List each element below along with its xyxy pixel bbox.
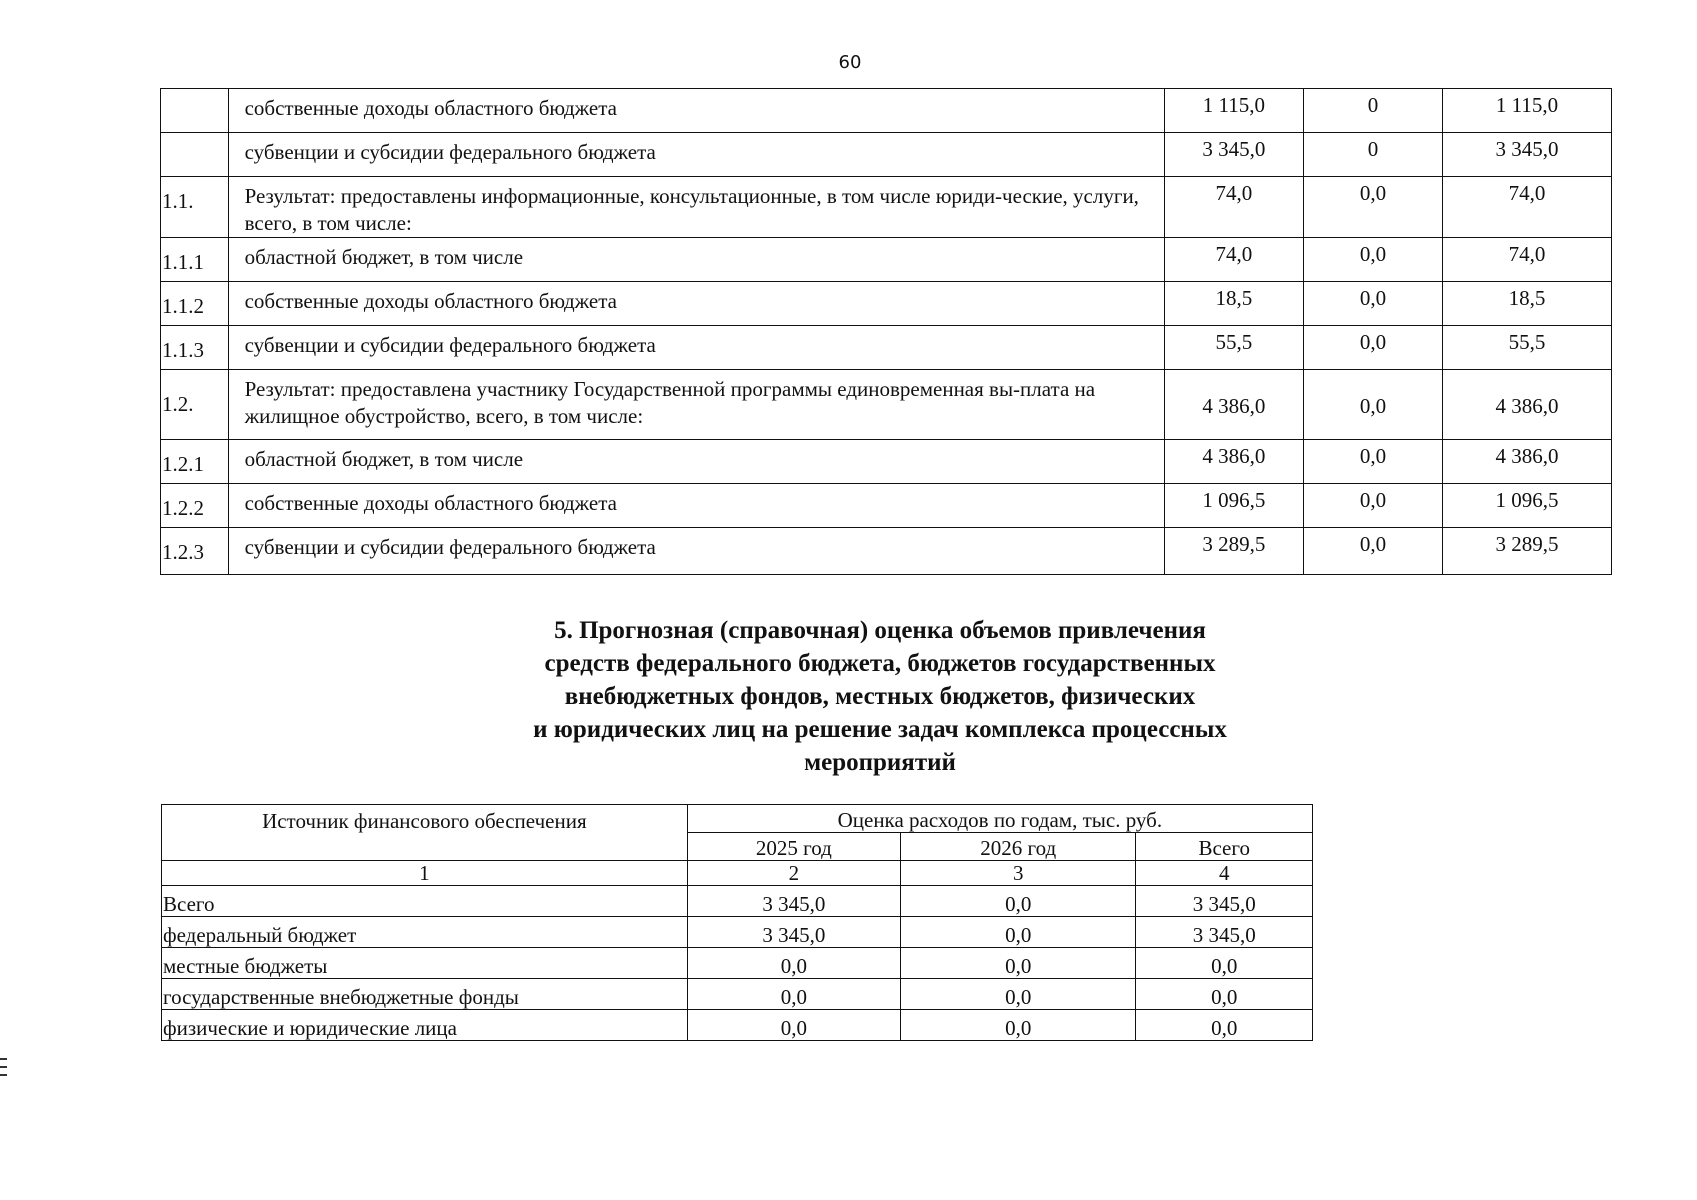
value-2025: 18,5 [1164,282,1303,326]
value-total: 74,0 [1443,177,1612,238]
row-number: 1.2. [161,370,229,440]
value-total: 0,0 [1136,1010,1313,1041]
value-2026: 0,0 [1304,484,1443,528]
value-2025: 4 386,0 [1164,440,1303,484]
value-total: 55,5 [1443,326,1612,370]
table-row [161,528,1612,575]
value-total: 0,0 [1136,979,1313,1010]
table-row [162,979,1313,1010]
table-row [161,89,1612,133]
value-total: 4 386,0 [1443,370,1612,440]
table-row [161,133,1612,177]
value-2025: 0,0 [687,948,900,979]
value-2026: 0,0 [901,979,1136,1010]
section-heading-line: 5. Прогнозная (справочная) оценка объемов привлечения [554,617,1206,644]
row-number: 1.2.3 [161,528,229,575]
row-description: областной бюджет, в том числе [228,238,1164,282]
row-number [161,133,229,177]
row-number: 1.2.1 [161,440,229,484]
value-2026: 0,0 [1304,440,1443,484]
table-row [161,484,1612,528]
value-total: 1 115,0 [1443,89,1612,133]
table-row [161,326,1612,370]
value-2025: 55,5 [1164,326,1303,370]
value-2025: 1 096,5 [1164,484,1303,528]
value-total: 3 345,0 [1136,886,1313,917]
value-2026: 0 [1304,89,1443,133]
row-number [161,89,229,133]
value-2026: 0,0 [901,886,1136,917]
value-2026: 0,0 [1304,177,1443,238]
page-number: 60 [838,52,862,73]
margin-marks [0,1058,8,1082]
source-label: федеральный бюджет [162,917,688,948]
row-description: субвенции и субсидии федерального бюджета [228,528,1164,575]
row-description: собственные доходы областного бюджета [228,89,1164,133]
section-heading-line: и юридических лиц на решение задач комплекса процессных [533,716,1227,743]
value-2026: 0,0 [901,1010,1136,1041]
row-description: собственные доходы областного бюджета [228,484,1164,528]
value-2026: 0,0 [1304,370,1443,440]
section-heading-line: мероприятий [804,749,956,776]
header-source: Источник финансового обеспечения [162,805,688,861]
table-row [161,282,1612,326]
table-row [161,177,1612,238]
source-label: Всего [162,886,688,917]
value-2026: 0,0 [901,948,1136,979]
table-row [162,948,1313,979]
table-row [161,440,1612,484]
row-number: 1.1.2 [161,282,229,326]
value-2025: 0,0 [687,1010,900,1041]
value-total: 74,0 [1443,238,1612,282]
value-total: 0,0 [1136,948,1313,979]
value-total: 4 386,0 [1443,440,1612,484]
table-row [161,370,1612,440]
column-number: 4 [1136,861,1313,886]
row-description: субвенции и субсидии федерального бюджета [228,133,1164,177]
value-2025: 74,0 [1164,177,1303,238]
table-row [162,886,1313,917]
source-label: физические и юридические лица [162,1010,688,1041]
section-heading-line: средств федерального бюджета, бюджетов государственных [544,650,1216,677]
header-estimate: Оценка расходов по годам, тыс. руб. [687,805,1312,833]
value-total: 3 345,0 [1136,917,1313,948]
table-row [161,238,1612,282]
value-2026: 0,0 [901,917,1136,948]
row-description: субвенции и субсидии федерального бюджета [228,326,1164,370]
value-2026: 0,0 [1304,282,1443,326]
column-number: 3 [901,861,1136,886]
row-description: Результат: предоставлены информационные, консультационные, в том числе юриди-ческие, услуги, всего, в том числе: [228,177,1164,238]
source-label: местные бюджеты [162,948,688,979]
budget-results-table [160,88,1612,575]
value-2025: 3 345,0 [1164,133,1303,177]
value-2026: 0,0 [1304,326,1443,370]
value-total: 18,5 [1443,282,1612,326]
value-2026: 0,0 [1304,528,1443,575]
header-total: Всего [1136,833,1313,861]
row-description: областной бюджет, в том числе [228,440,1164,484]
table-row [162,1010,1313,1041]
header-2026: 2026 год [901,833,1136,861]
value-2025: 3 345,0 [687,886,900,917]
value-total: 1 096,5 [1443,484,1612,528]
row-number: 1.1.1 [161,238,229,282]
value-total: 3 345,0 [1443,133,1612,177]
column-number: 1 [162,861,688,886]
header-2025: 2025 год [687,833,900,861]
value-2025: 74,0 [1164,238,1303,282]
row-description: Результат: предоставлена участнику Государственной программы единовременная вы-плата на жилищное обустройство, всего, в том числе: [228,370,1164,440]
value-2026: 0,0 [1304,238,1443,282]
value-total: 3 289,5 [1443,528,1612,575]
section-heading-line: внебюджетных фондов, местных бюджетов, физических [564,683,1196,710]
funding-forecast-table [161,804,1313,1041]
value-2025: 3 345,0 [687,917,900,948]
value-2025: 0,0 [687,979,900,1010]
value-2025: 1 115,0 [1164,89,1303,133]
row-number: 1.1. [161,177,229,238]
row-description: собственные доходы областного бюджета [228,282,1164,326]
value-2026: 0 [1304,133,1443,177]
source-label: государственные внебюджетные фонды [162,979,688,1010]
section-heading [460,614,1300,779]
row-number: 1.2.2 [161,484,229,528]
table-row [162,917,1313,948]
column-number: 2 [687,861,900,886]
value-2025: 4 386,0 [1164,370,1303,440]
value-2025: 3 289,5 [1164,528,1303,575]
row-number: 1.1.3 [161,326,229,370]
